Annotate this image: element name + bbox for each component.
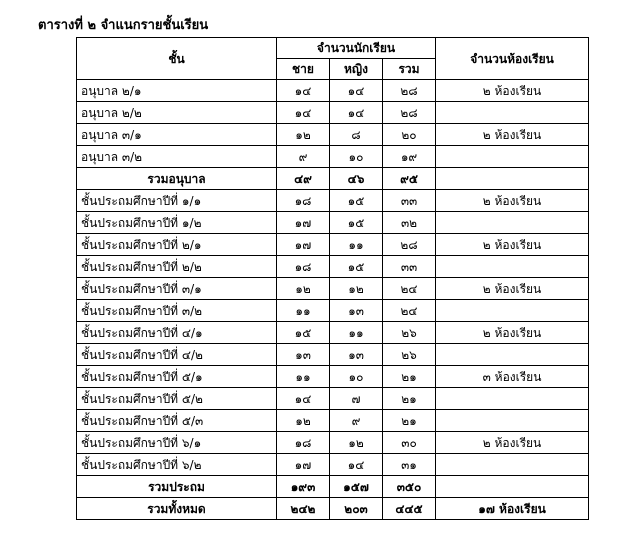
table-row: [77, 344, 589, 366]
cell-total: ๓๕๐: [383, 476, 436, 498]
cell-level: ชั้นประถมศึกษาปีที่ ๒/๑: [77, 234, 277, 256]
cell-total: ๒๔: [383, 278, 436, 300]
cell-male: ๑๗: [277, 454, 330, 476]
cell-total: ๒๘: [383, 80, 436, 102]
header-male: ชาย: [277, 59, 330, 80]
table-row: [77, 322, 589, 344]
cell-female: ๘: [330, 124, 383, 146]
table-row: [77, 102, 589, 124]
table-row: [77, 190, 589, 212]
cell-level: ชั้นประถมศึกษาปีที่ ๔/๑: [77, 322, 277, 344]
cell-rooms: [436, 146, 589, 168]
table-row: [77, 146, 589, 168]
cell-level: ชั้นประถมศึกษาปีที่ ๕/๓: [77, 410, 277, 432]
cell-total: ๒๖: [383, 344, 436, 366]
cell-rooms: ๓ ห้องเรียน: [436, 366, 589, 388]
cell-male: ๙: [277, 146, 330, 168]
cell-rooms: [436, 102, 589, 124]
cell-level: ชั้นประถมศึกษาปีที่ ๕/๑: [77, 366, 277, 388]
table-row: [77, 366, 589, 388]
cell-male: ๑๘: [277, 256, 330, 278]
table-caption: ตารางที่ ๒ จำแนกรายชั้นเรียน: [38, 18, 209, 33]
cell-female: ๑๑: [330, 234, 383, 256]
cell-level: ชั้นประถมศึกษาปีที่ ๑/๑: [77, 190, 277, 212]
cell-total: ๓๓: [383, 256, 436, 278]
cell-total: ๔๔๕: [383, 498, 436, 520]
cell-rooms: [436, 212, 589, 234]
cell-rooms: [436, 256, 589, 278]
cell-level: รวมทั้งหมด: [77, 498, 277, 520]
cell-male: ๑๑: [277, 300, 330, 322]
table-body: [77, 80, 589, 520]
cell-female: ๑๕๗: [330, 476, 383, 498]
header-level: ชั้น: [77, 38, 277, 80]
cell-female: ๑๓: [330, 300, 383, 322]
cell-female: ๑๐: [330, 146, 383, 168]
cell-female: ๑๕: [330, 190, 383, 212]
cell-male: ๑๒: [277, 410, 330, 432]
cell-total: ๒๔: [383, 300, 436, 322]
cell-level: รวมประถม: [77, 476, 277, 498]
cell-level: อนุบาล ๓/๒: [77, 146, 277, 168]
cell-male: ๑๔: [277, 80, 330, 102]
cell-level: รวมอนุบาล: [77, 168, 277, 190]
cell-rooms: ๒ ห้องเรียน: [436, 234, 589, 256]
table-row: [77, 124, 589, 146]
subtotal-row: [77, 498, 589, 520]
cell-level: ชั้นประถมศึกษาปีที่ ๔/๒: [77, 344, 277, 366]
cell-rooms: [436, 344, 589, 366]
table-row: [77, 256, 589, 278]
table-row: [77, 278, 589, 300]
cell-female: ๑๔: [330, 454, 383, 476]
cell-male: ๑๗: [277, 234, 330, 256]
header-female: หญิง: [330, 59, 383, 80]
cell-total: ๓๒: [383, 212, 436, 234]
cell-male: ๑๓: [277, 344, 330, 366]
cell-female: ๑๔: [330, 102, 383, 124]
cell-rooms: [436, 300, 589, 322]
subtotal-row: [77, 168, 589, 190]
header-rooms: จำนวนห้องเรียน: [436, 38, 589, 80]
cell-female: ๑๕: [330, 212, 383, 234]
cell-male: ๑๒: [277, 278, 330, 300]
cell-total: ๒๘: [383, 102, 436, 124]
header-row-top: [77, 38, 589, 59]
cell-male: ๔๙: [277, 168, 330, 190]
cell-male: ๑๗: [277, 212, 330, 234]
cell-female: ๑๓: [330, 344, 383, 366]
cell-rooms: [436, 388, 589, 410]
cell-female: ๑๐: [330, 366, 383, 388]
cell-male: ๑๒: [277, 124, 330, 146]
cell-total: ๒๑: [383, 388, 436, 410]
subtotal-row: [77, 476, 589, 498]
cell-rooms: [436, 168, 589, 190]
header-total: รวม: [383, 59, 436, 80]
cell-rooms: ๒ ห้องเรียน: [436, 124, 589, 146]
cell-total: ๓๑: [383, 454, 436, 476]
cell-male: ๑๘: [277, 190, 330, 212]
table-row: [77, 80, 589, 102]
table-row: [77, 212, 589, 234]
cell-level: ชั้นประถมศึกษาปีที่ ๖/๒: [77, 454, 277, 476]
cell-rooms: ๑๗ ห้องเรียน: [436, 498, 589, 520]
cell-total: ๑๙: [383, 146, 436, 168]
cell-level: ชั้นประถมศึกษาปีที่ ๒/๒: [77, 256, 277, 278]
cell-total: ๒๖: [383, 322, 436, 344]
table-row: [77, 300, 589, 322]
cell-female: ๑๒: [330, 432, 383, 454]
cell-rooms: ๒ ห้องเรียน: [436, 80, 589, 102]
cell-male: ๑๑: [277, 366, 330, 388]
cell-rooms: ๒ ห้องเรียน: [436, 278, 589, 300]
cell-male: ๒๔๒: [277, 498, 330, 520]
table-row: [77, 454, 589, 476]
cell-total: ๓๐: [383, 432, 436, 454]
cell-level: ชั้นประถมศึกษาปีที่ ๓/๒: [77, 300, 277, 322]
cell-female: ๑๕: [330, 256, 383, 278]
cell-female: ๒๐๓: [330, 498, 383, 520]
cell-male: ๑๔: [277, 388, 330, 410]
cell-female: ๔๖: [330, 168, 383, 190]
cell-male: ๑๕: [277, 322, 330, 344]
cell-female: ๑๔: [330, 80, 383, 102]
cell-female: ๑๒: [330, 278, 383, 300]
cell-level: ชั้นประถมศึกษาปีที่ ๓/๑: [77, 278, 277, 300]
cell-rooms: [436, 410, 589, 432]
cell-male: ๑๙๓: [277, 476, 330, 498]
cell-rooms: [436, 454, 589, 476]
cell-level: อนุบาล ๓/๑: [77, 124, 277, 146]
cell-total: ๒๑: [383, 410, 436, 432]
cell-male: ๑๔: [277, 102, 330, 124]
table-row: [77, 388, 589, 410]
cell-total: ๒๑: [383, 366, 436, 388]
table-row: [77, 410, 589, 432]
table-row: [77, 234, 589, 256]
cell-total: ๙๕: [383, 168, 436, 190]
cell-total: ๒๐: [383, 124, 436, 146]
cell-female: ๑๑: [330, 322, 383, 344]
cell-level: ชั้นประถมศึกษาปีที่ ๕/๒: [77, 388, 277, 410]
cell-level: อนุบาล ๒/๒: [77, 102, 277, 124]
cell-female: ๙: [330, 410, 383, 432]
cell-female: ๗: [330, 388, 383, 410]
cell-level: ชั้นประถมศึกษาปีที่ ๖/๑: [77, 432, 277, 454]
table-row: [77, 432, 589, 454]
cell-level: ชั้นประถมศึกษาปีที่ ๑/๒: [77, 212, 277, 234]
cell-male: ๑๘: [277, 432, 330, 454]
cell-rooms: ๒ ห้องเรียน: [436, 322, 589, 344]
cell-level: อนุบาล ๒/๑: [77, 80, 277, 102]
header-students-group: จำนวนนักเรียน: [277, 38, 436, 59]
cell-total: ๓๓: [383, 190, 436, 212]
cell-rooms: ๒ ห้องเรียน: [436, 190, 589, 212]
enrollment-table: [76, 37, 589, 520]
cell-rooms: ๒ ห้องเรียน: [436, 432, 589, 454]
cell-total: ๒๘: [383, 234, 436, 256]
cell-rooms: [436, 476, 589, 498]
